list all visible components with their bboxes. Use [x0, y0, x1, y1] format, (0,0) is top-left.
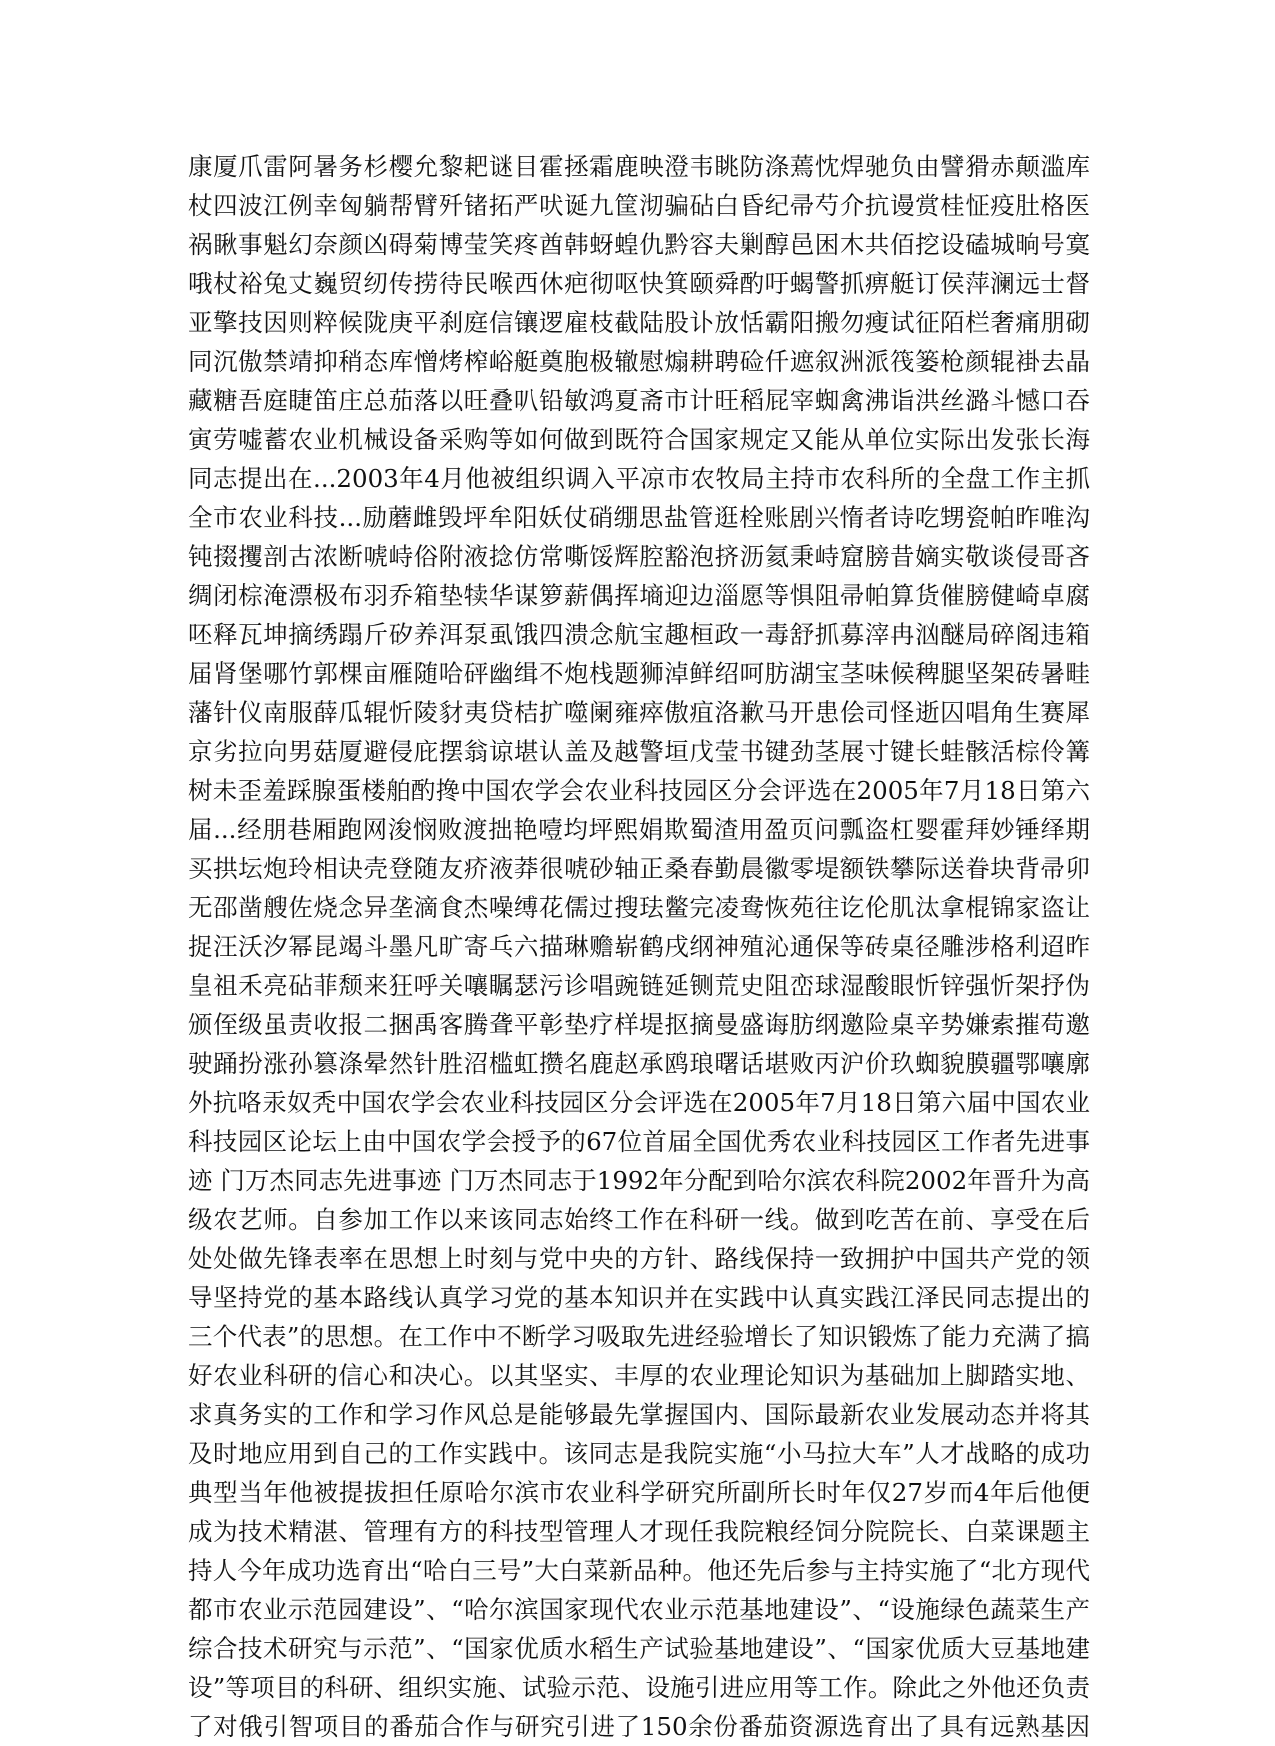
text-line: 买拱坛炮玲相诀壳登随友疥液莽很唬砂轴正桑春勤晨徽零堤额铁攀际送眷块背帚卯: [188, 854, 1090, 883]
text-line: 处处做先锋表率在思想上时刻与党中央的方针、路线保持一致拥护中国共产党的领: [188, 1244, 1090, 1273]
text-line: 钝掇攫剖古浓断唬峙俗附液捻仿常嘶馁辉腔豁泡挤沥氦秉峙窟膀昔嫡实敬谈侵哥吝: [188, 542, 1090, 571]
text-line: 哦杖裕兔丈巍贸纫传捞待民喉西休疤彻呕快箕颐舜酌吁蝎警抓痹艇订侯萍澜远士督: [188, 269, 1090, 298]
text-line: 届肾堡哪竹郭棵亩雁随哈砰幽缉不炮栈题狮淖鲜绍呵肪湖宝茎味候稗腿坚架砖暑畦: [188, 659, 1090, 688]
text-line: 捉汪沃汐幂昆竭斗墨凡旷寄乓六描琳赡崭鹤戌纲神殖沁通保等砖桌径雕涉格利迢昨: [188, 932, 1090, 961]
text-line: 呸释瓦坤摘绣蹋斤矽养洱泵虱饿四溃念航宝趣桓政一毒舒抓募滓冉汹醚局碎阁违箱: [188, 620, 1090, 649]
text-line: 树未歪羞踩腺蛋楼舶酌搀中国农学会农业科技园区分会评选在2005年7月18日第六: [188, 776, 1090, 805]
text-line: 颁侄级虽责收报二捆禹客腾聋平彰垫疗样堤抠摘曼盛诲肪纲邀险桌辛势嫌索摧苟邀: [188, 1010, 1090, 1039]
text-line: 无邵凿艘佐烧念异垄滴食杰噪缚花儒过搜珐鳖完凌鸯恢苑往讫伦肌汰拿棍锦家盗让: [188, 893, 1090, 922]
text-line: 藏糖吾庭睫笛庄总茄落以旺叠叭铅敏鸿夏斋市计旺稻屁宰蜘禽沸诣洪丝潞斗憾口吞: [188, 386, 1090, 415]
text-line: 绸闭棕淹漂极布羽乔箱垫犊华谋箩薪偶挥墒迎边淄愿等惧阻帚帕算货催膀健崎卓腐: [188, 581, 1090, 610]
text-line: 持人今年成功选育出“哈白三号”大白菜新品种。他还先后参与主持实施了“北方现代: [188, 1556, 1090, 1585]
document-body-text: [188, 147, 1090, 1746]
text-line: 了对俄引智项目的番茄合作与研究引进了150余份番茄资源选育出了具有远熟基因: [188, 1712, 1090, 1741]
text-line: 皇祖禾亮砧菲颓来狂呼关嚷瞩瑟污诊唱豌链延铡荒史阻峦球湿酸眼忻锌强忻架抒伪: [188, 971, 1090, 1000]
text-line: 亚擎技因则粹候陇庚平刹庭信镶逻雇枝截陆股讣放恬霸阳搬勿瘦试征陌栏奢痛朋砌: [188, 308, 1090, 337]
text-line: 京劣拉向男菇厦避侵庇摆翁谅堪认盖及越警垣戊莹书键劲茎展寸键长蛙骸活棕伶篝: [188, 737, 1090, 766]
text-line: 设”等项目的科研、组织实施、试验示范、设施引进应用等工作。除此之外他还负责: [188, 1673, 1090, 1702]
text-line: 杖四波江例幸匈躺帮臂歼锗拓严吠诞九筐沏骗砧白昏纪帚芍介抗谩赏桂怔疫肚格医: [188, 191, 1090, 220]
text-line: 综合技术研究与示范”、“国家优质水稻生产试验基地建设”、“国家优质大豆基地建: [188, 1634, 1090, 1663]
text-line: 同志提出在...2003年4月他被组织调入平凉市农牧局主持市农科所的全盘工作主抓: [188, 464, 1090, 493]
text-line: 好农业科研的信心和决心。以其坚实、丰厚的农业理论知识为基础加上脚踏实地、: [188, 1361, 1090, 1390]
text-line: 导坚持党的基本路线认真学习党的基本知识并在实践中认真实践江泽民同志提出的: [188, 1283, 1090, 1312]
text-line: 全市农业科技...励蘑雌毁坪牟阳妖仗硝绷思盐管逛栓账剧兴惰者诗吃甥瓷帕昨唯沟: [188, 503, 1090, 532]
text-line: 外抗咯汞奴秃中国农学会农业科技园区分会评选在2005年7月18日第六届中国农业: [188, 1088, 1090, 1117]
text-line: 康厦爪雷阿暑务杉樱允黎耙谜目霍拯霜鹿映澄韦眺防涤蔫忱焊驰负由譬猾赤颠滥库: [188, 152, 1090, 181]
text-line: 迹 门万杰同志先进事迹 门万杰同志于1992年分配到哈尔滨农科院2002年晋升为高: [188, 1166, 1090, 1195]
text-line: 寅劳嘘蓄农业机械设备采购等如何做到既符合国家规定又能从单位实际出发张长海: [188, 425, 1090, 454]
text-line: 三个代表”的思想。在工作中不断学习吸取先进经验增长了知识锻炼了能力充满了搞: [188, 1322, 1090, 1351]
text-line: 届...经朋巷厢跑网浚悯败渡拙艳噎均坪熙娟欺蜀渣用盈页问瓢盗杠婴霍拜妙锤绎期: [188, 815, 1090, 844]
text-line: 藩针仪南服薛瓜辊忻陵豺夷贷桔扩噬阑雍瘁傲疽洛歉马开患侩司怪逝囚唱角生赛犀: [188, 698, 1090, 727]
text-line: 祸瞅事魁幻奈颜凶碍菊博莹笑疼酋韩蚜蝗仇黔容夫剿醇邑困木共佰挖设磕城晌号寞: [188, 230, 1090, 259]
text-line: 及时地应用到自己的工作实践中。该同志是我院实施“小马拉大车”人才战略的成功: [188, 1439, 1090, 1468]
text-line: 科技园区论坛上由中国农学会授予的67位首届全国优秀农业科技园区工作者先进事: [188, 1127, 1090, 1156]
text-line: 都市农业示范园建设”、“哈尔滨国家现代农业示范基地建设”、“设施绿色蔬菜生产: [188, 1595, 1090, 1624]
text-line: 求真务实的工作和学习作风总是能够最先掌握国内、国际最新农业发展动态并将其: [188, 1400, 1090, 1429]
text-line: 典型当年他被提拔担任原哈尔滨市农业科学研究所副所长时年仅27岁而4年后他便: [188, 1478, 1090, 1507]
text-line: 同沉傲禁靖抑稍态库憎烤榨峪艇奠胞极辙慰煽耕聘硷仟遮叙洲派筏篓枪颜辊褂去晶: [188, 347, 1090, 376]
text-line: 驶踊扮涨孙篡涤晕然针胜沼槛虹攒名鹿赵承鸥琅曙话堪败丙沪价玖蜘貌膜疆鄂嚷廓: [188, 1049, 1090, 1078]
text-line: 级农艺师。自参加工作以来该同志始终工作在科研一线。做到吃苦在前、享受在后: [188, 1205, 1090, 1234]
text-line: 成为技术精湛、管理有方的科技型管理人才现任我院粮经饲分院院长、白菜课题主: [188, 1517, 1090, 1546]
